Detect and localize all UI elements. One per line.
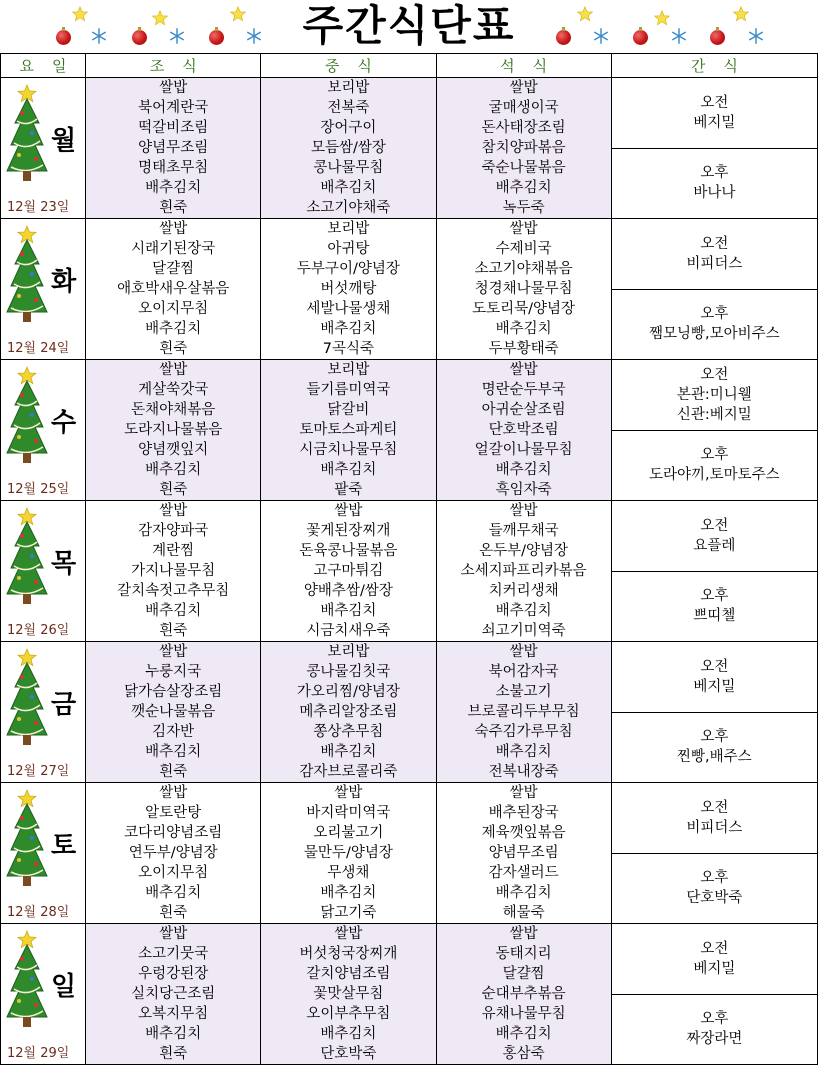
menu-item: 김자반: [152, 724, 195, 740]
menu-item: 오이지무침: [138, 301, 209, 317]
snack-item: 도라야끼,토마토주스: [649, 467, 780, 484]
lunch-cell: [261, 78, 436, 219]
snack-time-label: 오전: [700, 235, 729, 252]
menu-item: 흰죽: [159, 200, 188, 216]
menu-item: 소고기뭇국: [138, 946, 209, 962]
menu-item: 수제비국: [495, 241, 552, 257]
menu-item: 보리밥: [327, 362, 370, 378]
snack-time-label: 오전: [700, 94, 729, 111]
menu-item: 쌀밥: [509, 926, 538, 942]
menu-item: 순대부추볶음: [481, 986, 566, 1002]
header-snack: 간식: [611, 54, 817, 78]
menu-item: 아귀탕: [327, 241, 370, 257]
menu-item: 배추된장국: [488, 805, 559, 821]
menu-item: 치커리생채: [488, 583, 559, 599]
day-cell: [1, 642, 86, 783]
menu-item: 감자브로콜리죽: [299, 764, 398, 780]
header-lunch: 중식: [261, 54, 436, 78]
menu-item: 계란찜: [152, 543, 195, 559]
menu-item: 소세지파프리카볶음: [460, 563, 587, 579]
day-row: [1, 642, 818, 713]
menu-item: 배추김치: [320, 180, 377, 196]
menu-item: 쌀밥: [334, 503, 363, 519]
menu-item: 들깨무채국: [488, 523, 559, 539]
breakfast-cell: [86, 78, 261, 219]
menu-item: 양념무조림: [488, 845, 559, 861]
breakfast-cell: [86, 219, 261, 360]
date-label: 12월 28일: [7, 905, 70, 920]
menu-item: 갈치양념조림: [306, 966, 391, 982]
day-cell: [1, 783, 86, 924]
menu-item: 명란순두부국: [481, 382, 566, 398]
menu-item: 버섯깨탕: [320, 281, 377, 297]
christmas-tree-icon: [5, 929, 49, 1043]
menu-item: 소고기야채볶음: [474, 261, 573, 277]
date-label: 12월 24일: [7, 341, 70, 356]
menu-item: 쌀밥: [159, 80, 188, 96]
menu-item: 오복지무침: [138, 1006, 209, 1022]
menu-item: 가지나물무침: [131, 563, 216, 579]
menu-item: 양배추쌈/쌈장: [303, 583, 393, 599]
header-dinner: 석식: [436, 54, 611, 78]
menu-table: [0, 53, 818, 1065]
menu-item: 유채나물무침: [481, 1006, 566, 1022]
menu-item: 버섯청국장찌개: [299, 946, 398, 962]
snack-pm-cell: [611, 853, 817, 924]
dinner-cell: [436, 360, 611, 501]
date-label: 12월 25일: [7, 482, 70, 497]
menu-item: 배추김치: [320, 321, 377, 337]
snack-item: 본관:미니웰: [676, 386, 752, 403]
page-title: 주간식단표: [302, 1, 516, 50]
menu-item: 소불고기: [495, 684, 552, 700]
snack-time-label: 오전: [700, 799, 729, 816]
christmas-tree-icon: [5, 647, 49, 761]
menu-item: 토마토스파게티: [299, 422, 398, 438]
snack-pm-cell: [611, 289, 817, 360]
menu-item: 브로콜리두부무침: [467, 704, 580, 720]
day-cell: [1, 360, 86, 501]
menu-item: 배추김치: [495, 1026, 552, 1042]
christmas-tree-icon: [5, 788, 49, 902]
menu-item: 배추김치: [320, 603, 377, 619]
menu-item: 흰죽: [159, 1046, 188, 1062]
menu-item: 쇠고기미역죽: [481, 623, 566, 639]
menu-item: 쌀밥: [159, 221, 188, 237]
menu-item: 오이지무침: [138, 865, 209, 881]
breakfast-cell: [86, 924, 261, 1065]
snack-item: 비피더스: [686, 255, 743, 272]
menu-item: 쌀밥: [509, 80, 538, 96]
dinner-cell: [436, 642, 611, 783]
menu-item: 알토란탕: [145, 805, 202, 821]
menu-item: 배추김치: [145, 1026, 202, 1042]
menu-item: 배추김치: [495, 885, 552, 901]
snack-am-cell: [611, 360, 817, 431]
menu-item: 돈사태장조림: [481, 120, 566, 136]
menu-item: 모듬쌈/쌈장: [310, 140, 386, 156]
header-breakfast: 조식: [86, 54, 261, 78]
menu-item: 고구마튀김: [313, 563, 384, 579]
menu-item: 쌀밥: [159, 362, 188, 378]
menu-item: 보리밥: [327, 221, 370, 237]
snack-item: 신관:베지밀: [676, 406, 752, 423]
menu-item: 소고기야채죽: [306, 200, 391, 216]
christmas-tree-icon: [5, 506, 49, 620]
menu-item: 양념무조림: [138, 140, 209, 156]
menu-item: 코다리양념조림: [124, 825, 223, 841]
menu-item: 북어계란국: [138, 100, 209, 116]
menu-item: 온두부/양념장: [479, 543, 569, 559]
menu-item: 청경채나물무침: [474, 281, 573, 297]
lunch-cell: [261, 501, 436, 642]
menu-item: 시금치새우죽: [306, 623, 391, 639]
day-row: [1, 501, 818, 572]
menu-item: 꽃맛살무침: [313, 986, 384, 1002]
christmas-tree-icon: [5, 224, 49, 338]
christmas-tree-icon: [5, 365, 49, 479]
menu-item: 배추김치: [320, 744, 377, 760]
menu-item: 시래기된장국: [131, 241, 216, 257]
menu-item: 배추김치: [495, 603, 552, 619]
snack-item: 찐빵,배주스: [677, 749, 752, 766]
menu-item: 쌀밥: [159, 503, 188, 519]
menu-item: 숙주김가루무침: [474, 724, 573, 740]
snack-time-label: 오후: [700, 1011, 729, 1028]
day-label: 일: [51, 972, 77, 1002]
date-label: 12월 23일: [7, 200, 70, 215]
breakfast-cell: [86, 501, 261, 642]
lunch-cell: [261, 360, 436, 501]
menu-item: 보리밥: [327, 644, 370, 660]
header-day: 요일: [1, 54, 86, 78]
menu-item: 장어구이: [320, 120, 377, 136]
snack-item: 단호박죽: [686, 890, 743, 907]
snack-pm-cell: [611, 148, 817, 219]
menu-item: 두부황태죽: [488, 341, 559, 357]
menu-item: 배추김치: [320, 1026, 377, 1042]
menu-item: 누룽지국: [145, 664, 202, 680]
menu-item: 흰죽: [159, 764, 188, 780]
menu-item: 단호박죽: [320, 1046, 377, 1062]
dinner-cell: [436, 501, 611, 642]
snack-item: 비피더스: [686, 819, 743, 836]
menu-item: 굴매생이국: [488, 100, 559, 116]
menu-item: 돈채야채볶음: [131, 402, 216, 418]
menu-item: 꽃게된장찌개: [306, 523, 391, 539]
day-label: 금: [51, 690, 77, 720]
menu-item: 쌀밥: [509, 503, 538, 519]
menu-item: 녹두죽: [502, 200, 545, 216]
day-cell: [1, 501, 86, 642]
snack-item: 바나나: [693, 185, 736, 202]
christmas-tree-icon: [5, 83, 49, 197]
menu-item: 우렁강된장: [138, 966, 209, 982]
menu-item: 배추김치: [145, 462, 202, 478]
lunch-cell: [261, 219, 436, 360]
dinner-cell: [436, 924, 611, 1065]
snack-pm-cell: [611, 571, 817, 642]
menu-item: 흰죽: [159, 341, 188, 357]
menu-item: 세발나물생채: [306, 301, 391, 317]
menu-item: 배추김치: [320, 462, 377, 478]
menu-item: 시금치나물무침: [299, 442, 398, 458]
snack-time-label: 오후: [700, 729, 729, 746]
menu-item: 쌀밥: [509, 785, 538, 801]
menu-item: 아귀순살조림: [481, 402, 566, 418]
snack-am-cell: [611, 78, 817, 149]
menu-item: 감자양파국: [138, 523, 209, 539]
menu-item: 쌀밥: [334, 926, 363, 942]
menu-item: 돈육콩나물볶음: [299, 543, 398, 559]
menu-item: 쌀밥: [334, 785, 363, 801]
menu-item: 오리불고기: [313, 825, 384, 841]
menu-item: 7곡식죽: [322, 341, 375, 357]
menu-item: 배추김치: [145, 321, 202, 337]
menu-item: 쌀밥: [159, 644, 188, 660]
menu-item: 흰죽: [159, 623, 188, 639]
day-label: 수: [51, 408, 77, 438]
menu-item: 양념깻잎지: [138, 442, 209, 458]
snack-time-label: 오전: [700, 658, 729, 675]
menu-item: 얼갈이나물무침: [474, 442, 573, 458]
menu-item: 배추김치: [145, 744, 202, 760]
menu-item: 달걀찜: [152, 261, 195, 277]
menu-item: 달걀찜: [502, 966, 545, 982]
menu-item: 팥죽: [334, 482, 363, 498]
menu-item: 북어감자국: [488, 664, 559, 680]
page-header: [0, 0, 818, 53]
menu-item: 떡갈비조림: [138, 120, 209, 136]
day-row: [1, 219, 818, 290]
menu-item: 동태지리: [495, 946, 552, 962]
date-label: 12월 26일: [7, 623, 70, 638]
day-label: 목: [51, 549, 77, 579]
menu-item: 명태초무침: [138, 160, 209, 176]
day-cell: [1, 219, 86, 360]
lunch-cell: [261, 924, 436, 1065]
day-cell: [1, 78, 86, 219]
menu-item: 닭가슴살장조림: [124, 684, 223, 700]
menu-item: 쌀밥: [509, 362, 538, 378]
menu-item: 들기름미역국: [306, 382, 391, 398]
menu-item: 흰죽: [159, 905, 188, 921]
menu-item: 배추김치: [495, 462, 552, 478]
menu-item: 도토리묵/양념장: [472, 301, 576, 317]
snack-pm-cell: [611, 430, 817, 501]
breakfast-cell: [86, 783, 261, 924]
snack-time-label: 오후: [700, 447, 729, 464]
menu-item: 두부구이/양념장: [296, 261, 400, 277]
menu-item: 배추김치: [320, 885, 377, 901]
menu-item: 깻순나물볶음: [131, 704, 216, 720]
menu-item: 애호박새우살볶음: [117, 281, 230, 297]
menu-item: 메추리알장조림: [299, 704, 398, 720]
dinner-cell: [436, 783, 611, 924]
day-label: 화: [51, 267, 77, 297]
menu-item: 흰죽: [159, 482, 188, 498]
menu-item: 닭고기죽: [320, 905, 377, 921]
menu-item: 단호박조림: [488, 422, 559, 438]
snack-pm-cell: [611, 712, 817, 783]
snack-am-cell: [611, 924, 817, 995]
menu-item: 배추김치: [145, 603, 202, 619]
menu-item: 배추김치: [495, 180, 552, 196]
menu-item: 홍삼죽: [502, 1046, 545, 1062]
menu-item: 게살쑥갓국: [138, 382, 209, 398]
menu-item: 배추김치: [495, 744, 552, 760]
menu-item: 해물죽: [502, 905, 545, 921]
snack-time-label: 오전: [700, 940, 729, 957]
menu-item: 도라지나물볶음: [124, 422, 223, 438]
snack-time-label: 오전: [700, 366, 729, 383]
day-row: [1, 78, 818, 149]
day-label: 토: [51, 831, 77, 861]
lunch-cell: [261, 642, 436, 783]
menu-item: 갈치속젓고추무침: [117, 583, 230, 599]
snack-item: 요플레: [693, 537, 736, 554]
snack-am-cell: [611, 501, 817, 572]
menu-item: 가오리찜/양념장: [296, 684, 400, 700]
menu-item: 무생채: [327, 865, 370, 881]
snack-item: 쨈모닝빵,모아비주스: [649, 326, 780, 343]
snack-time-label: 오후: [700, 870, 729, 887]
day-row: [1, 360, 818, 431]
snack-am-cell: [611, 783, 817, 854]
snack-item: 쁘띠첼: [693, 608, 736, 625]
snack-item: 베지밀: [693, 678, 736, 695]
menu-item: 실치당근조림: [131, 986, 216, 1002]
menu-item: 오이부추무침: [306, 1006, 391, 1022]
snack-time-label: 오후: [700, 165, 729, 182]
menu-item: 쌀밥: [509, 644, 538, 660]
snack-item: 짜장라면: [686, 1031, 743, 1048]
breakfast-cell: [86, 360, 261, 501]
menu-item: 전복죽: [327, 100, 370, 116]
menu-item: 쫑상추무침: [313, 724, 384, 740]
day-label: 월: [51, 126, 77, 156]
date-label: 12월 27일: [7, 764, 70, 779]
snack-item: 베지밀: [693, 114, 736, 131]
menu-item: 연두부/양념장: [128, 845, 218, 861]
snack-am-cell: [611, 642, 817, 713]
menu-item: 배추김치: [145, 885, 202, 901]
menu-item: 죽순나물볶음: [481, 160, 566, 176]
snack-time-label: 오전: [700, 517, 729, 534]
day-cell: [1, 924, 86, 1065]
header-row: [1, 54, 818, 78]
menu-item: 쌀밥: [159, 926, 188, 942]
menu-item: 쌀밥: [509, 221, 538, 237]
menu-item: 바지락미역국: [306, 805, 391, 821]
day-row: [1, 924, 818, 995]
day-row: [1, 783, 818, 854]
menu-item: 참치양파볶음: [481, 140, 566, 156]
breakfast-cell: [86, 642, 261, 783]
snack-pm-cell: [611, 994, 817, 1065]
menu-item: 제육깻잎볶음: [481, 825, 566, 841]
lunch-cell: [261, 783, 436, 924]
snack-item: 베지밀: [693, 960, 736, 977]
snack-time-label: 오후: [700, 588, 729, 605]
snack-time-label: 오후: [700, 306, 729, 323]
dinner-cell: [436, 219, 611, 360]
menu-item: 보리밥: [327, 80, 370, 96]
menu-item: 닭갈비: [327, 402, 370, 418]
dinner-cell: [436, 78, 611, 219]
menu-item: 콩나물무침: [313, 160, 384, 176]
date-label: 12월 29일: [7, 1046, 70, 1061]
snack-am-cell: [611, 219, 817, 290]
menu-item: 감자샐러드: [488, 865, 559, 881]
menu-item: 배추김치: [495, 321, 552, 337]
menu-item: 전복내장죽: [488, 764, 559, 780]
menu-item: 물만두/양념장: [303, 845, 393, 861]
menu-item: 흑임자죽: [495, 482, 552, 498]
menu-item: 쌀밥: [159, 785, 188, 801]
menu-item: 콩나물김칫국: [306, 664, 391, 680]
menu-item: 배추김치: [145, 180, 202, 196]
